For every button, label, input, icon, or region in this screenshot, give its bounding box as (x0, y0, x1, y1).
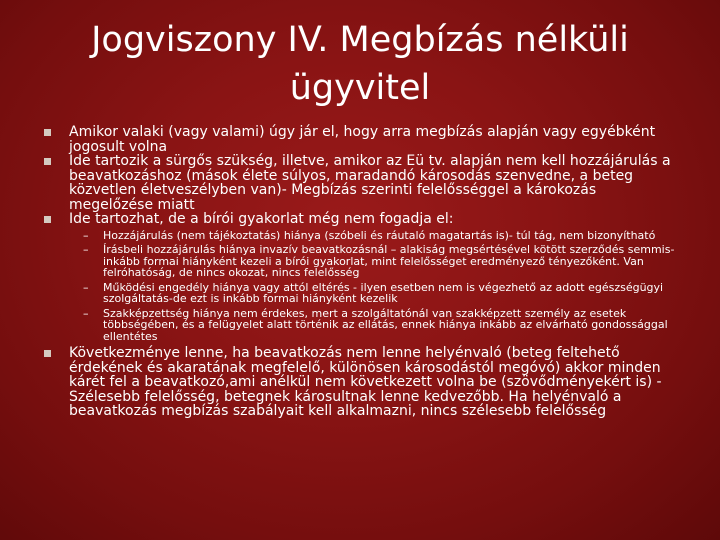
bullet-text: Következménye lenne, ha beavatkozás nem lenne helyénvaló (beteg feltehető érdekének és akaratának megfelelő, különösen károsodástól megóvó) akkor minden kárét fel a beavatkozó,ami anélkül nem következett volna be (szövődményekért is) - Szélesebb felelősség, betegnek károsultnak lenne kedvezőbb. Ha helyénvaló a beavatkozás megbízás szabályait kell alkalmazni, nincs szélesebb felelősség (69, 345, 662, 419)
bullet-list (44, 125, 684, 419)
bullet-item (44, 154, 684, 212)
sub-bullet-item: – Hozzájárulás (nem tájékoztatás) hiánya (szóbeli és ráutaló magatartás is)- túl tág, nem bizonyítható (73, 230, 684, 242)
sub-bullet-item: – Írásbeli hozzájárulás hiánya invazív beavatkozásnál – alakiság megsértésével kötött szerződés semmis-inkább formai hiányként kezeli a bírói gyakorlat, mint felelősséget eredményező tényezőként. Van felróhatóság, de nincs okozat, nincs felelősség (73, 244, 684, 279)
sub-bullet-list (73, 230, 684, 343)
slide-title: Jogviszony IV. Megbízás nélküli ügyvitel (91, 20, 629, 108)
bullet-item (44, 212, 684, 342)
bullet-item (44, 346, 684, 419)
sub-bullet-item: – Működési engedély hiánya vagy attól eltérés - ilyen esetben nem is végezhető az adott egészségügyi szolgáltatás-de ezt is inkább formai hiányként kezelik (73, 282, 684, 305)
bullet-text: Ide tartozik a sürgős szükség, illetve, amikor az Eü tv. alapján nem kell hozzájárulás a beavatkozáshoz (mások élete súlyos, maradandó károsodás szenvedne, a beteg közvetlen életveszélyben van)- Megbízás szerinti felelősséggel a károkozás megelőzése miatt (69, 153, 671, 213)
bullet-text: Ide tartozhat, de a bírói gyakorlat még nem fogadja el: (69, 211, 454, 227)
bullet-item (44, 125, 684, 154)
sub-bullet-item: – Szakképzettség hiánya nem érdekes, mert a szolgáltatónál van szakképzett személy az esetek többségében, és a felügyelet alatt történik az ellátás, ennek hiánya inkább az elvárható gondossággal ellentétes (73, 308, 684, 343)
bullet-text: Amikor valaki (vagy valami) úgy jár el, hogy arra megbízás alapján vagy egyébként jogosult volna (69, 124, 656, 155)
